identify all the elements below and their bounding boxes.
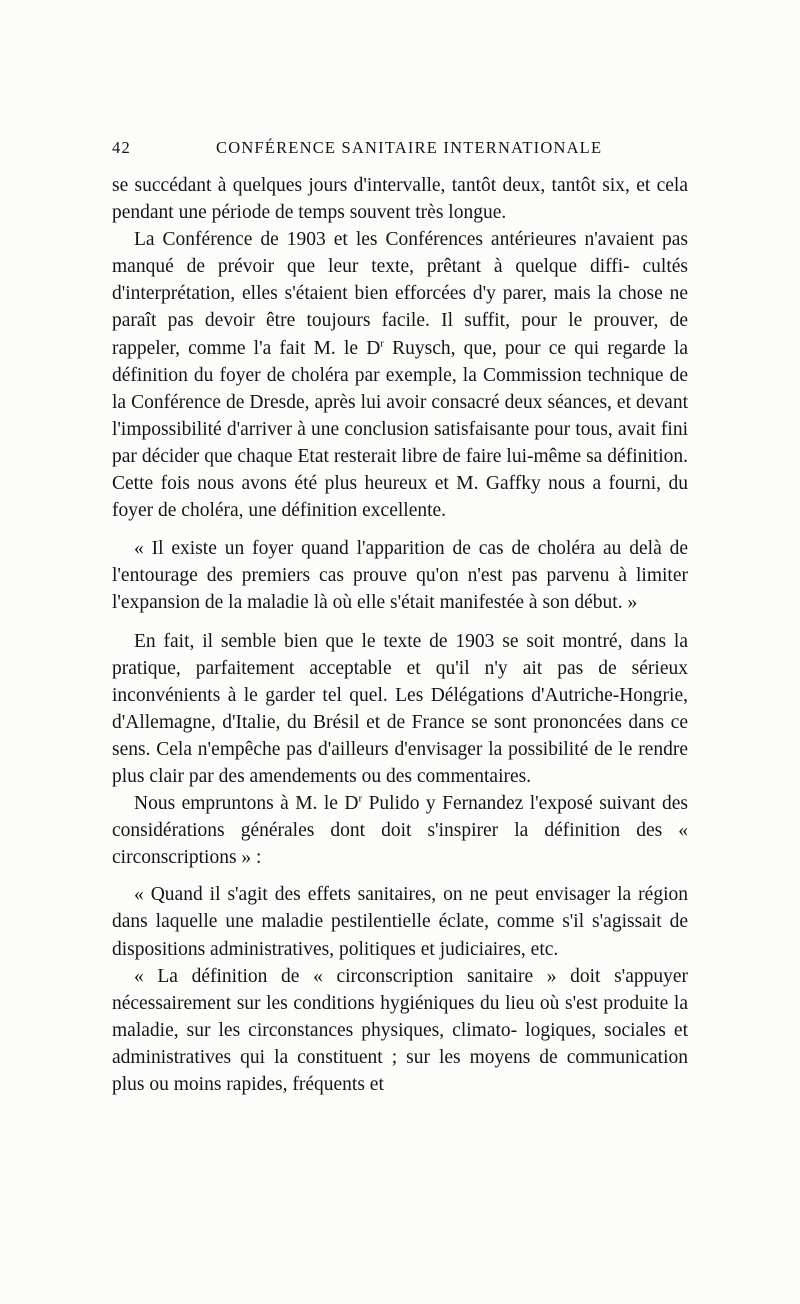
paragraph: La Conférence de 1903 et les Conférences antérieures n'avaient pas manqué de prévoir que leur texte, prêtant à quelque diffi- cultés d'interprétation, elles s'étaient bien efforcées d'y parer, mais la chose ne paraît pas devoir être toujours facile. Il suffit, pour le prouver, de rappeler, comme l'a fait M. le $D^r$ Ruysch, que, pour ce qui regarde la définition du foyer de choléra par exemple, la Commission technique de la Conférence de Dresde, après lui avoir consacré deux séances, et devant l'impossibilité d'arriver à une conclusion satisfaisante pour tous, avait fini par décider que chaque Etat resterait libre de faire lui-même sa définition. Cette fois nous avons été plus heureux et M. Gaffky nous a fourni, du foyer de choléra, une définition excellente. — [112, 229, 689, 522]
body-text — [112, 172, 688, 1098]
page-header — [112, 138, 688, 168]
quotation-paragraph: « La définition de « circonscription sanitaire » doit s'appuyer nécessairement sur les conditions hygiéniques du lieu où s'est produite la maladie, sur les circonstances physiques, climato- logiques, sociales et administratives qui la constituent ; sur les moyens de communication plus ou moins rapides, fréquents et — [112, 965, 688, 1095]
superscript: r — [380, 337, 384, 350]
quotation-paragraph: « Quand il s'agit des effets sanitaires, on ne peut envisager la région dans laquelle une maladie pestilentielle éclate, comme s'il s'agissait de dispositions administratives, politiques et judiciaires, etc. — [112, 884, 688, 960]
paragraph: En fait, il semble bien que le texte de 1903 se soit montré, dans la pratique, parfaitement acceptable et qu'il n'y ait pas de sérieux inconvénients à le garder tel quel. Les Délégations d'Autriche-Hongrie, d'Allemagne, d'Italie, du Brésil et de France se sont prononcées dans ce sens. Cela n'empêche pas d'ailleurs d'envisager la possibilité de le rendre plus clair par des amendements ou des commentaires. — [112, 630, 688, 787]
quotation-paragraph: « Il existe un foyer quand l'apparition de cas de choléra au delà de l'entourage des premiers cas prouve qu'on n'est pas parvenu à limiter l'expansion de la maladie là où elle s'était manifestée à son début. » — [112, 538, 688, 614]
paragraph: Nous empruntons à M. le $D^r$ Pulido y Fernandez l'exposé suivant des considérations générales dont doit s'inspirer la définition des « circonscriptions » : — [112, 792, 689, 869]
paragraph: se succédant à quelques jours d'intervalle, tantôt deux, tantôt six, et cela pendant une période de temps souvent très longue. — [112, 175, 688, 224]
running-title: CONFÉRENCE SANITAIRE INTERNATIONALE — [216, 138, 603, 157]
page-number: 42 — [112, 138, 131, 157]
superscript: r — [358, 792, 363, 805]
